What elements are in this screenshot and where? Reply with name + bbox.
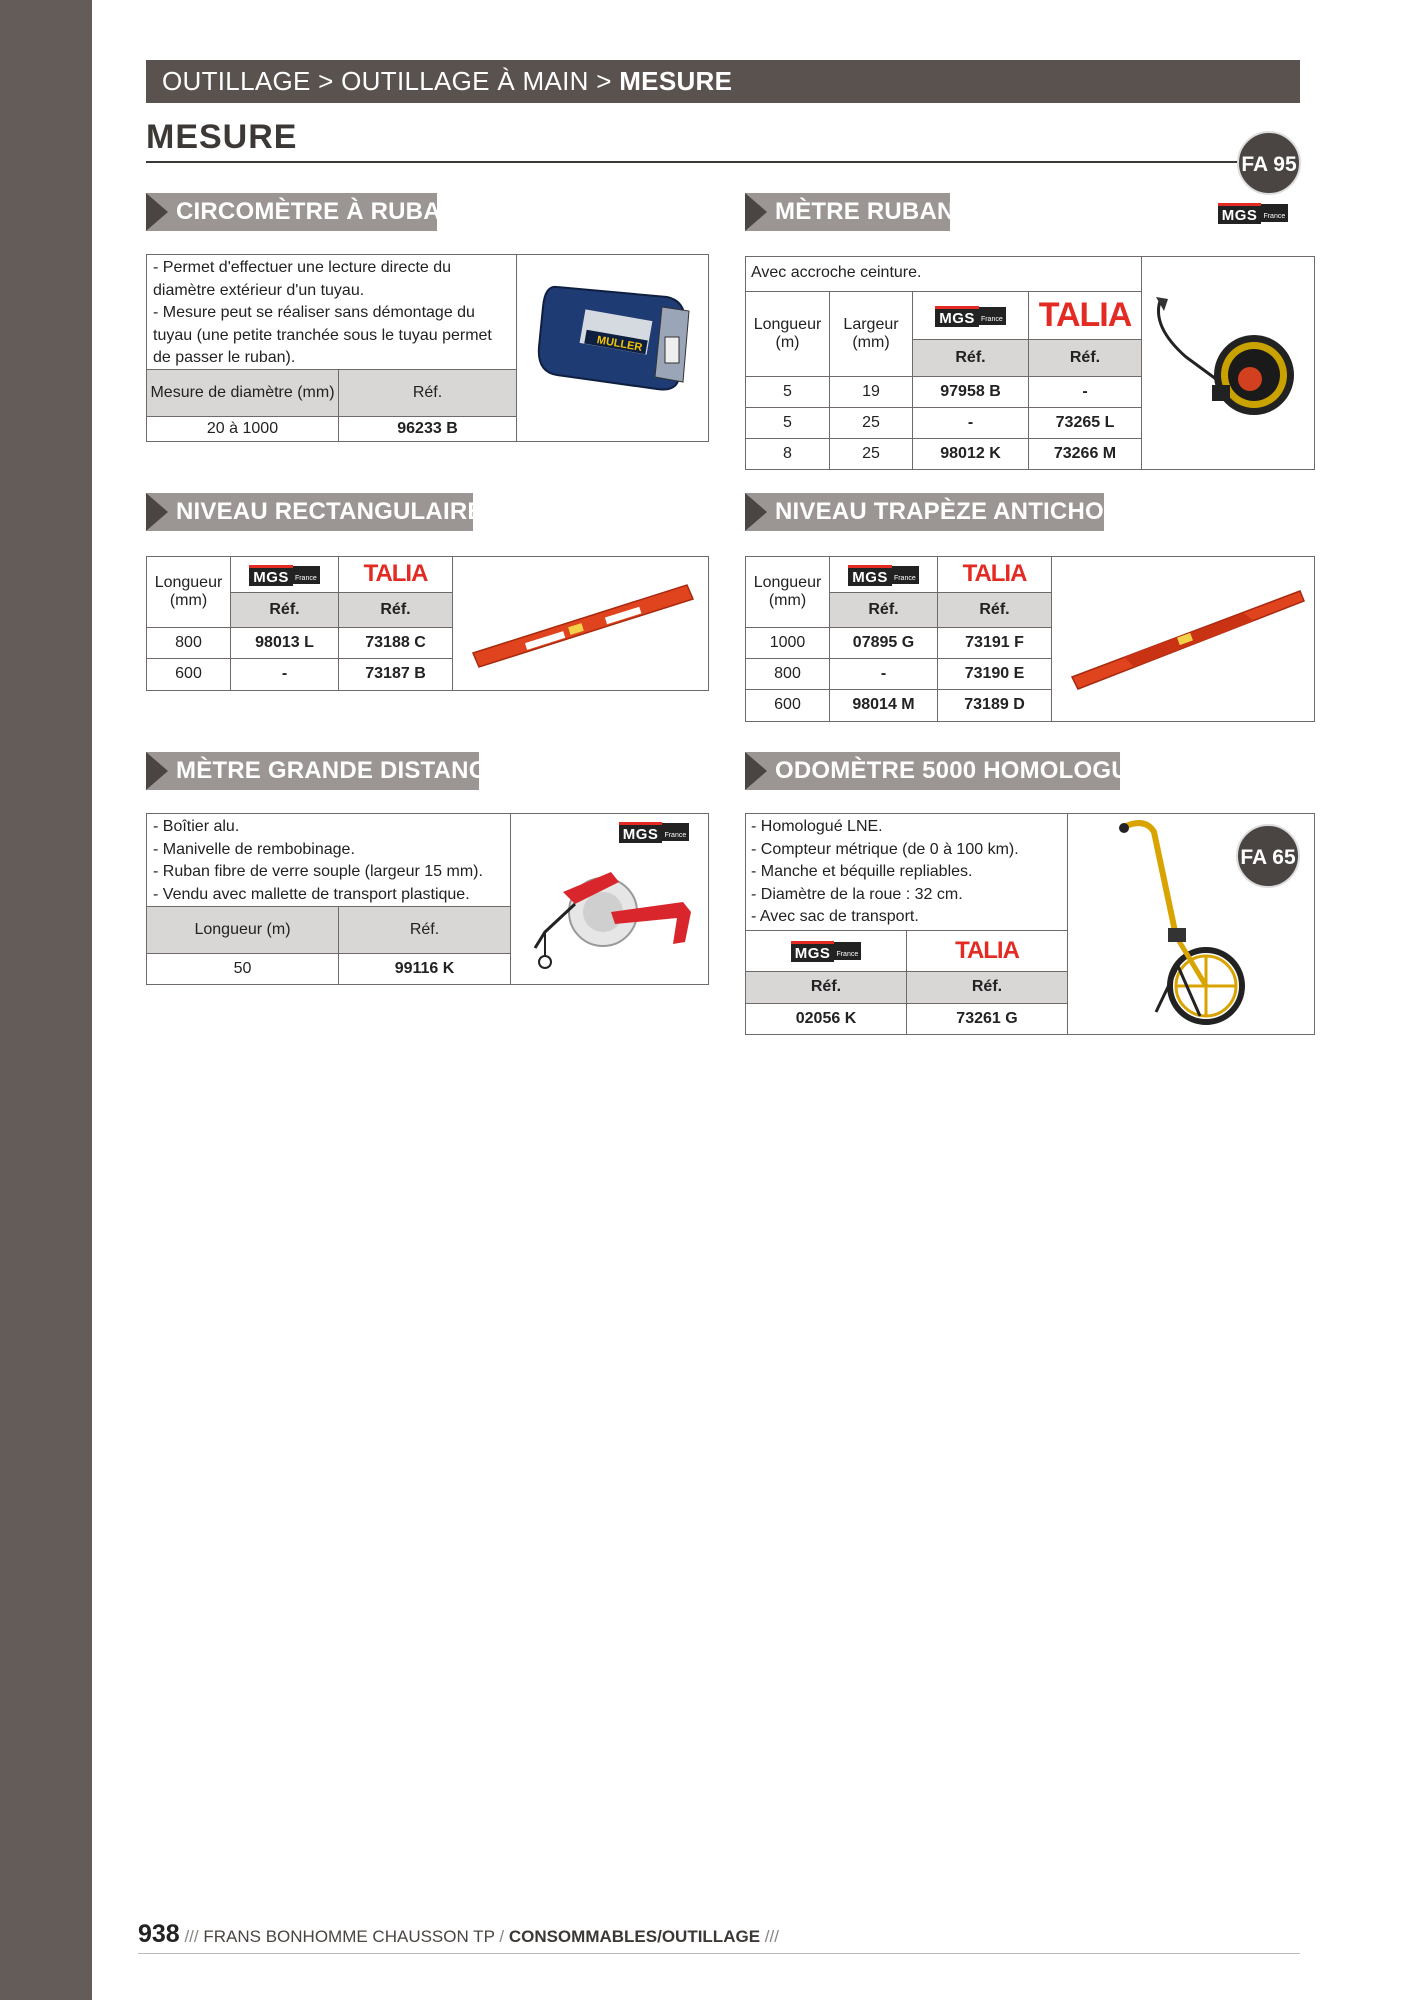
table-cell: 73191 F xyxy=(965,633,1024,651)
niveau-rect-product-image xyxy=(465,575,700,675)
breadcrumb-current: MESURE xyxy=(619,66,733,96)
metre-ruban-box xyxy=(745,256,1315,470)
odometre-desc xyxy=(751,816,1061,929)
table-cell: 98014 M xyxy=(852,695,915,713)
metre-ruban-col-largeur: Largeur (mm) xyxy=(843,315,899,351)
table-cell: 73190 E xyxy=(964,664,1025,682)
circometre-box xyxy=(146,254,709,442)
table-cell: - xyxy=(880,664,887,682)
mgs-logo-sub: France xyxy=(892,566,919,584)
niveau-rect-ref-mgs: Réf. xyxy=(231,593,338,627)
table-cell: 800 xyxy=(774,664,801,682)
table-cell: 800 xyxy=(175,633,202,651)
table-cell: - xyxy=(281,664,288,682)
section-niveau-trap-title: NIVEAU TRAPÈZE ANTICHOC xyxy=(775,498,1122,525)
odometre-box xyxy=(745,813,1315,1035)
metre-gd-desc xyxy=(153,816,503,906)
footer-sep: /// xyxy=(184,1927,199,1946)
table-cell: - xyxy=(1082,382,1088,400)
metre-ruban-ref-talia: Réf. xyxy=(1029,340,1141,376)
mgs-logo-text: MGS xyxy=(619,822,663,843)
niveau-trap-col-longueur: Longueur (mm) xyxy=(753,573,822,609)
table-cell: 600 xyxy=(175,664,202,682)
section-niveau-trap-header xyxy=(745,493,1122,531)
section-arrow-icon xyxy=(146,493,168,531)
side-bar xyxy=(0,0,92,2000)
title-rule xyxy=(146,161,1264,163)
desc-line: - Homologué LNE. xyxy=(751,818,883,835)
table-cell: 73189 D xyxy=(964,695,1025,713)
footer xyxy=(138,1920,1300,1954)
circometre-cell: 20 à 1000 xyxy=(206,419,279,437)
table-cell: 5 xyxy=(783,382,792,400)
niveau-trap-box xyxy=(745,556,1315,722)
mgs-logo-sub: France xyxy=(979,307,1006,325)
niveau-trap-ref-mgs: Réf. xyxy=(830,593,937,627)
page-title: MESURE xyxy=(146,118,298,156)
table-cell: 73188 C xyxy=(365,633,426,651)
mgs-logo-text: MGS xyxy=(1218,203,1262,224)
mgs-logo xyxy=(830,559,937,591)
section-arrow-icon xyxy=(146,193,168,231)
talia-logo: TALIA xyxy=(962,560,1027,587)
fa-badge-odometre: FA 65 xyxy=(1236,824,1300,888)
footer-section[interactable]: CONSOMMABLES/OUTILLAGE xyxy=(508,1927,761,1946)
odometre-ref-talia: Réf. xyxy=(907,972,1067,1003)
muller-brand-text: MULLER xyxy=(595,334,644,354)
desc-line: - Manche et béquille repliables. xyxy=(751,863,973,880)
table-cell: - xyxy=(967,413,974,431)
desc-line: de passer le ruban). xyxy=(153,349,296,366)
circometre-cell-ref: 96233 B xyxy=(397,419,458,437)
metre-gd-product-image xyxy=(515,852,705,982)
section-niveau-rect-title: NIVEAU RECTANGULAIRE xyxy=(176,498,484,525)
niveau-rect-box xyxy=(146,556,709,691)
breadcrumb-path[interactable]: OUTILLAGE > OUTILLAGE À MAIN > xyxy=(162,66,620,96)
desc-line: - Mesure peut se réaliser sans démontage du xyxy=(153,304,475,321)
table-cell: 8 xyxy=(783,444,792,462)
metre-gd-col-ref: Réf. xyxy=(339,907,510,953)
mgs-logo-text: MGS xyxy=(848,565,892,586)
niveau-trap-ref-talia: Réf. xyxy=(938,593,1051,627)
desc-line: - Permet d'effectuer une lecture directe du xyxy=(153,259,452,276)
footer-sep: / xyxy=(499,1927,505,1946)
metre-gd-col-longueur: Longueur (m) xyxy=(147,907,338,953)
odometre-ref-mgs: Réf. xyxy=(746,972,906,1003)
table-cell: 73266 M xyxy=(1053,444,1117,462)
desc-line: - Compteur métrique (de 0 à 100 km). xyxy=(751,840,1019,858)
desc-line: - Boîtier alu. xyxy=(153,818,240,835)
table-cell: 99116 K xyxy=(394,959,455,977)
mgs-logo-sub: France xyxy=(293,566,320,584)
fa-badge-top: FA 95 xyxy=(1237,131,1301,195)
table-cell: 98013 L xyxy=(255,633,314,651)
table-cell: 73187 B xyxy=(365,664,426,682)
desc-line: - Avec sac de transport. xyxy=(751,908,919,925)
footer-sep: /// xyxy=(764,1927,779,1946)
circometre-product-image xyxy=(527,267,697,397)
metre-ruban-ref-mgs: Réf. xyxy=(913,340,1028,376)
section-odometre-title: ODOMÈTRE 5000 HOMOLOGUÉ xyxy=(775,757,1145,784)
mgs-logo-text: MGS xyxy=(935,306,979,327)
circometre-col-ref: Réf. xyxy=(339,370,516,416)
talia-logo: TALIA xyxy=(1038,295,1132,334)
niveau-trap-product-image xyxy=(1064,577,1309,697)
mgs-logo xyxy=(913,293,1028,339)
section-metre-gd-header xyxy=(146,752,503,790)
table-cell: 600 xyxy=(774,695,801,713)
section-arrow-icon xyxy=(745,493,767,531)
mgs-logo-text: MGS xyxy=(791,941,835,962)
section-arrow-icon xyxy=(146,752,168,790)
metre-gd-box xyxy=(146,813,709,985)
odometre-product-image xyxy=(1106,816,1256,1032)
niveau-rect-col-longueur: Longueur (mm) xyxy=(154,573,223,609)
metre-ruban-product-image xyxy=(1146,287,1306,437)
section-metre-ruban-title: MÈTRE RUBAN xyxy=(775,198,955,225)
desc-line: - Manivelle de rembobinage. xyxy=(153,840,355,858)
mgs-logo-sub: France xyxy=(662,823,689,841)
desc-line: diamètre extérieur d'un tuyau. xyxy=(153,281,365,299)
mgs-logo xyxy=(746,932,906,970)
desc-line: - Diamètre de la roue : 32 cm. xyxy=(751,885,963,903)
metre-ruban-col-longueur: Longueur (m) xyxy=(753,315,822,351)
breadcrumb xyxy=(146,60,1300,103)
table-cell: 07895 G xyxy=(852,633,915,651)
mgs-logo-sub: France xyxy=(1261,204,1288,222)
table-cell: 73261 G xyxy=(956,1009,1018,1027)
table-cell: 98012 K xyxy=(940,444,1001,462)
table-cell: 50 xyxy=(233,959,252,977)
circometre-col-diametre: Mesure de diamètre (mm) xyxy=(147,370,338,416)
page-number: 938 xyxy=(138,1920,180,1948)
desc-line: - Ruban fibre de verre souple (largeur 15 mm). xyxy=(153,863,483,880)
mgs-logo-text: MGS xyxy=(249,565,293,586)
desc-line: tuyau (une petite tranchée sous le tuyau permet xyxy=(153,326,492,344)
section-metre-ruban-header xyxy=(745,193,955,231)
talia-logo: TALIA xyxy=(363,560,428,587)
table-cell: 1000 xyxy=(769,633,806,651)
section-circometre-header xyxy=(146,193,459,231)
mgs-logo xyxy=(231,559,338,591)
mgs-logo-sub: France xyxy=(834,942,861,960)
table-cell: 5 xyxy=(783,413,792,431)
table-cell: 02056 K xyxy=(795,1009,857,1027)
mgs-logo xyxy=(607,818,701,846)
section-metre-gd-title: MÈTRE GRANDE DISTANCE xyxy=(176,757,503,784)
section-arrow-icon xyxy=(745,752,767,790)
section-arrow-icon xyxy=(745,193,767,231)
mgs-logo-top xyxy=(1206,198,1300,228)
niveau-rect-ref-talia: Réf. xyxy=(339,593,452,627)
section-niveau-rect-header xyxy=(146,493,484,531)
table-cell: 25 xyxy=(862,413,880,431)
metre-ruban-note: Avec accroche ceinture. xyxy=(751,264,922,281)
footer-company: FRANS BONHOMME CHAUSSON TP xyxy=(203,1927,495,1946)
desc-line: - Vendu avec mallette de transport plastique. xyxy=(153,885,470,903)
table-cell: 73265 L xyxy=(1055,413,1115,431)
circometre-desc xyxy=(153,257,523,370)
table-cell: 25 xyxy=(862,444,880,462)
section-circometre-title: CIRCOMÈTRE À RUBAN xyxy=(176,198,459,225)
table-cell: 19 xyxy=(862,382,880,400)
talia-logo: TALIA xyxy=(955,937,1019,964)
section-odometre-header xyxy=(745,752,1145,790)
table-cell: 97958 B xyxy=(940,382,1001,400)
